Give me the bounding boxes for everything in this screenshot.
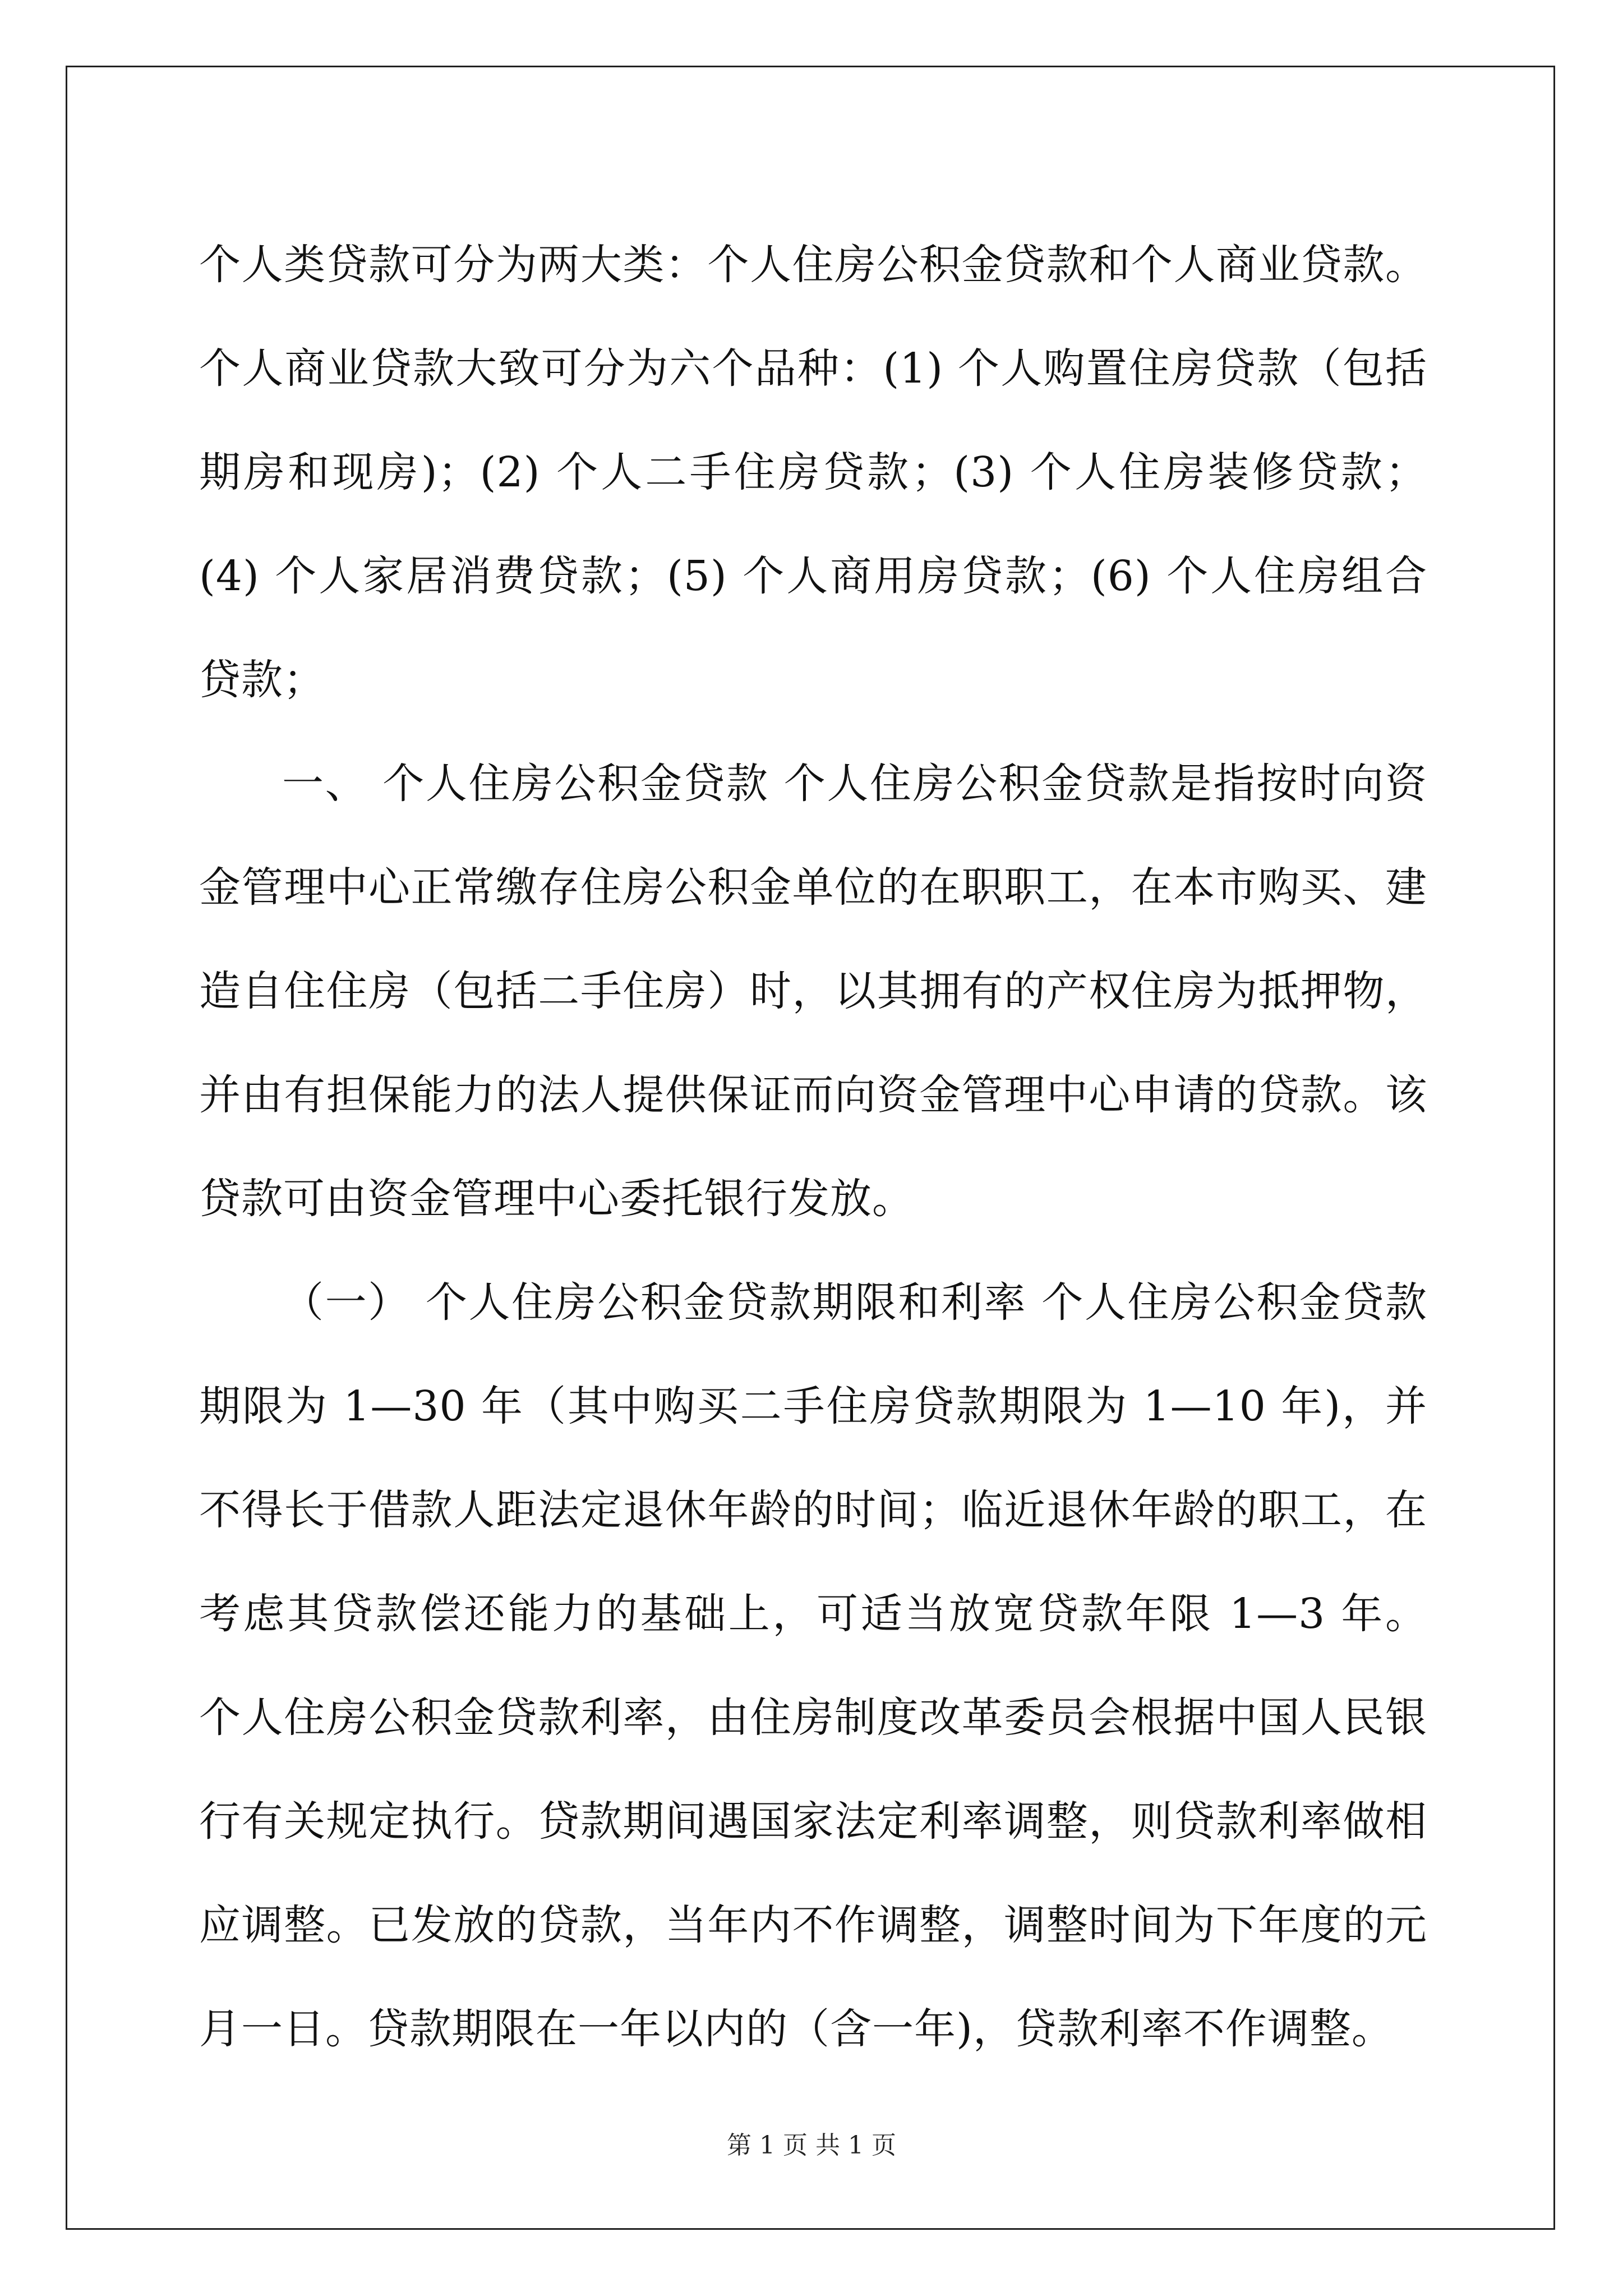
document-body bbox=[199, 213, 1427, 2081]
page-footer: 第 1 页 共 1 页 bbox=[727, 2131, 896, 2160]
paragraph-housing-provident-fund-loan: 一、 个人住房公积金贷款 个人住房公积金贷款是指按时向资金管理中心正常缴存住房公积金单位的在职职工，在本市购买、建造自住住房（包括二手住房）时，以其拥有的产权住房为抵押物，并由有担保能力的法人提供保证而向资金管理中心申请的贷款。该贷款可由资金管理中心委托银行发放。 bbox=[199, 760, 1427, 1223]
paragraph-loan-categories: 个人类贷款可分为两大类：个人住房公积金贷款和个人商业贷款。个人商业贷款大致可分为六个品种：(1) 个人购置住房贷款（包括期房和现房)；(2) 个人二手住房贷款；(3) 个人住房装修贷款；(4) 个人家居消费贷款；(5) 个人商用房贷款；(6) 个人住房组合贷款； bbox=[199, 241, 1427, 704]
paragraph-loan-term-and-rate: （一） 个人住房公积金贷款期限和利率 个人住房公积金贷款期限为 1—30 年（其中购买二手住房贷款期限为 1—10 年)，并不得长于借款人距法定退休年龄的时间；临近退休年龄的职工，在考虑其贷款偿还能力的基础上，可适当放宽贷款年限 1—3 年。 个人住房公积金贷款利率，由住房制度改革委员会根据中国人民银行有关规定执行。贷款期间遇国家法定利率调整，则贷款利率做相应调整。已发放的贷款，当年内不作调整，调整时间为下年度的元月一日。贷款期限在一年以内的（含一年)，贷款利率不作调整。 bbox=[199, 1278, 1427, 2053]
